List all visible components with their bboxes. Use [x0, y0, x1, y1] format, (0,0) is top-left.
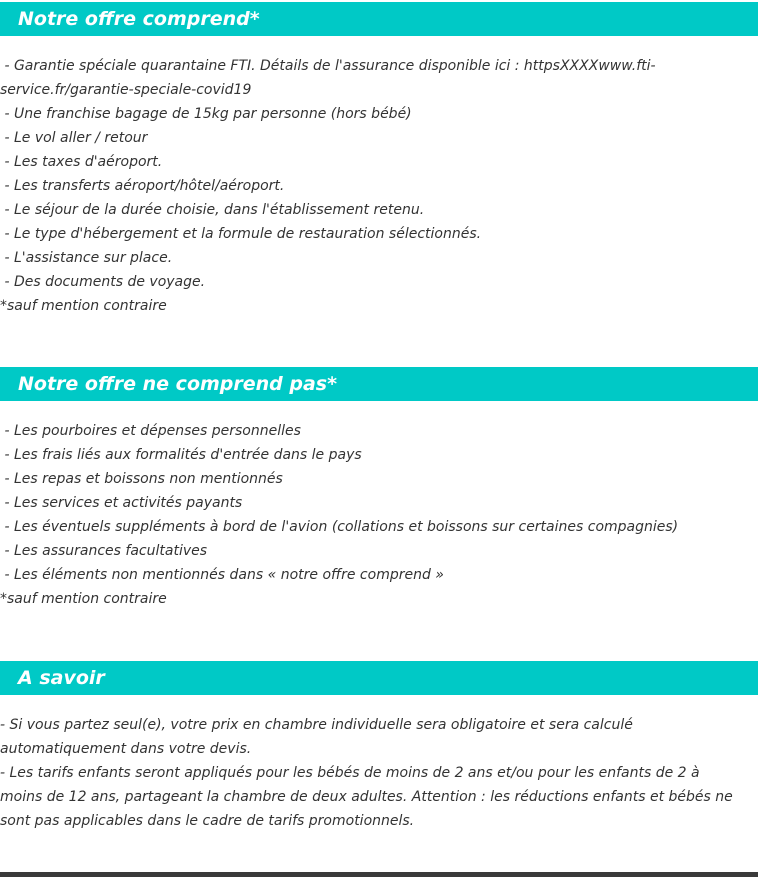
section-good-to-know-header [0, 661, 758, 695]
excludes-footnote: *sauf mention contraire [0, 591, 167, 607]
section-offer-excludes-header [0, 367, 758, 401]
include-item: - Garantie spéciale quarantaine FTI. Détails de l'assurance disponible ici : httpsXXXXwww.fti-service.fr/garantie-speciale-covid19 [0, 58, 656, 98]
section-offer-excludes [0, 367, 758, 611]
section-offer-includes [0, 2, 758, 318]
section-good-to-know [0, 661, 758, 833]
exclude-item: - Les pourboires et dépenses personnelles [0, 423, 301, 439]
exclude-item: - Les services et activités payants [0, 495, 243, 511]
include-item: - L'assistance sur place. [0, 250, 173, 266]
know-paragraph: - Les tarifs enfants seront appliqués pour les bébés de moins de 2 ans et/ou pour les enfants de 2 à moins de 12 ans, partageant la chambre de deux adultes. Attention : les réductions enfants et bébés ne sont pas applicables dans le cadre de tarifs promotionnels. [0, 765, 738, 829]
exclude-item: - Les frais liés aux formalités d'entrée dans le pays [0, 447, 362, 463]
exclude-item: - Les assurances facultatives [0, 543, 208, 559]
exclude-item: - Les repas et boissons non mentionnés [0, 471, 283, 487]
exclude-item: - Les éventuels suppléments à bord de l'avion (collations et boissons sur certaines compagnies) [0, 519, 679, 535]
section-offer-includes-header [0, 2, 758, 36]
include-item: - Les transferts aéroport/hôtel/aéroport. [0, 178, 285, 194]
section-offer-includes-body [0, 36, 758, 318]
include-item: - Le type d'hébergement et la formule de restauration sélectionnés. [0, 226, 482, 242]
offer-details-page [0, 2, 758, 833]
include-item: - Le vol aller / retour [0, 130, 148, 146]
exclude-item: - Les éléments non mentionnés dans « notre offre comprend » [0, 567, 444, 583]
section-offer-excludes-body [0, 401, 758, 611]
include-item: - Des documents de voyage. [0, 274, 206, 290]
include-item: - Une franchise bagage de 15kg par personne (hors bébé) [0, 106, 412, 122]
include-item: - Les taxes d'aéroport. [0, 154, 163, 170]
include-item: - Le séjour de la durée choisie, dans l'établissement retenu. [0, 202, 425, 218]
section-good-to-know-body [0, 695, 758, 833]
includes-footnote: *sauf mention contraire [0, 298, 167, 314]
know-paragraph: - Si vous partez seul(e), votre prix en chambre individuelle sera obligatoire et sera calculé automatiquement dans votre devis. [0, 717, 638, 757]
section-good-to-know-title: A savoir [18, 667, 105, 689]
section-offer-excludes-title: Notre offre ne comprend pas* [18, 373, 338, 395]
section-offer-includes-title: Notre offre comprend* [18, 8, 260, 30]
